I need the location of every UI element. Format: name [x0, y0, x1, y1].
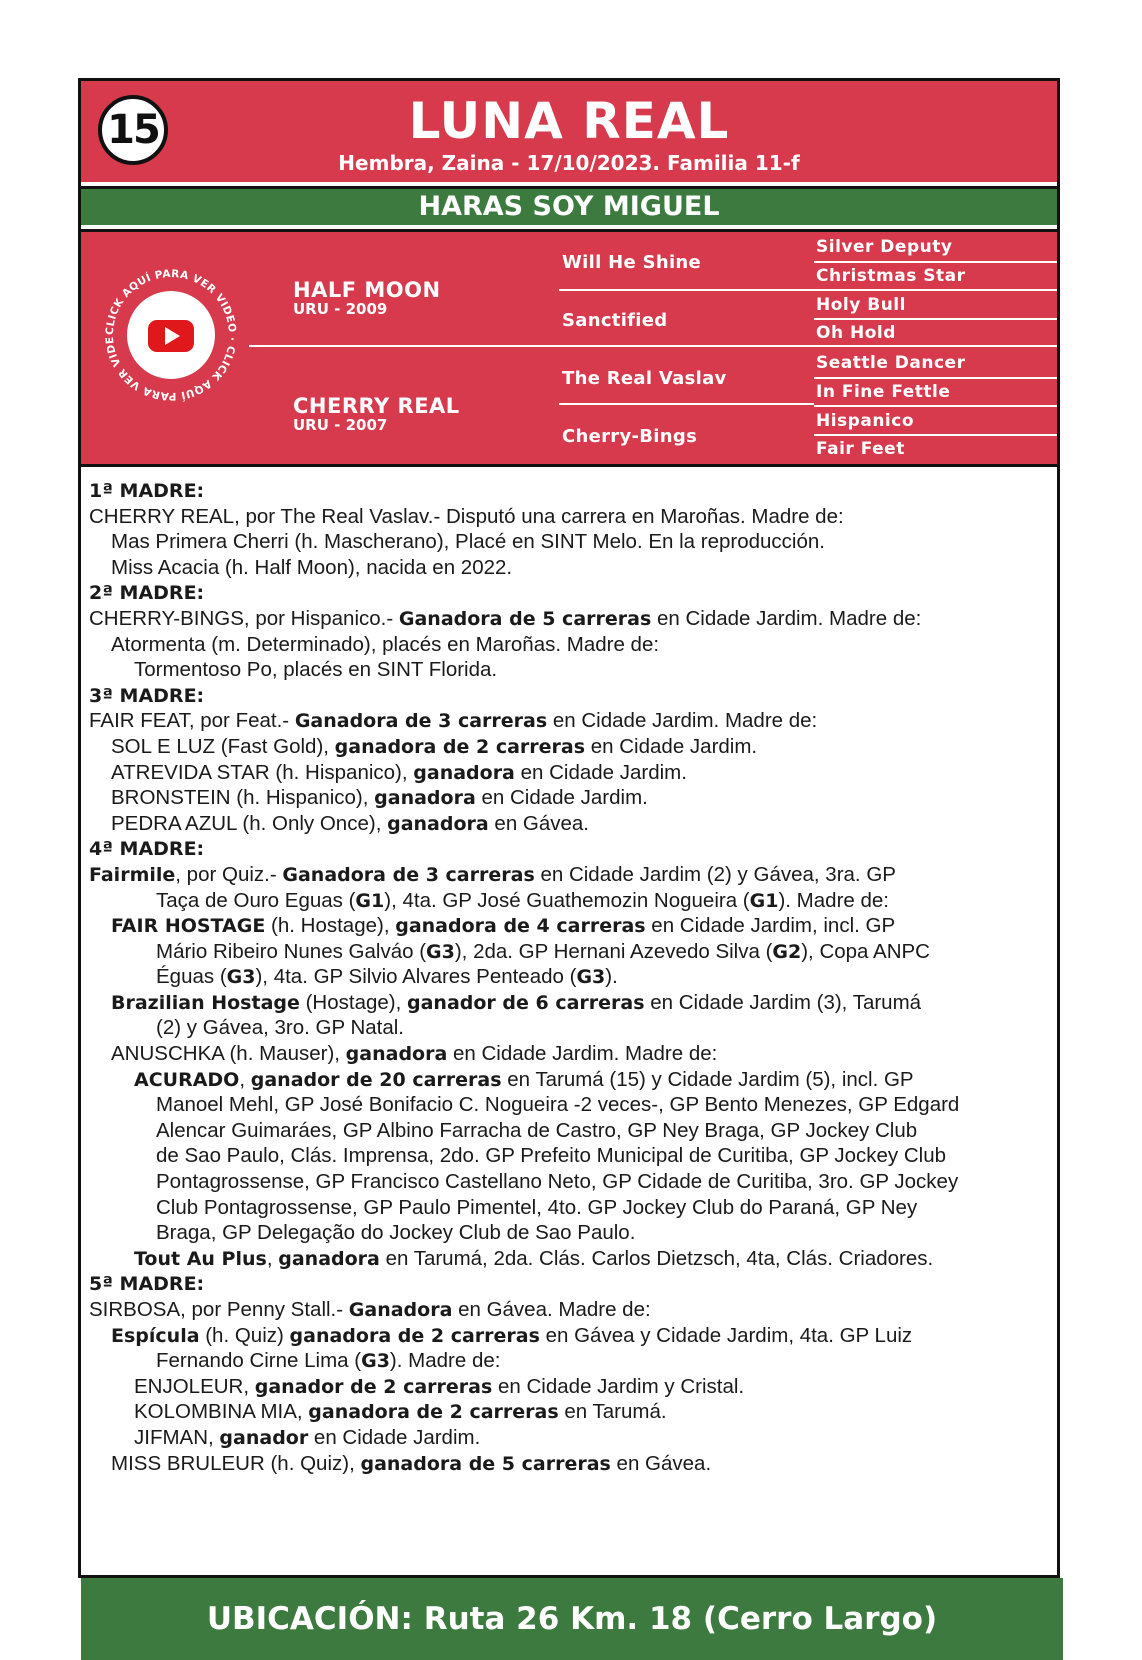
family-text-bold: 1ª MADRE:: [89, 480, 205, 502]
dam-name: CHERRY REAL: [293, 394, 460, 418]
family-text-bold: ganadora: [278, 1247, 380, 1270]
family-text: ,: [266, 1246, 279, 1270]
youtube-play-icon: [148, 320, 194, 352]
family-line: [89, 1220, 1049, 1246]
family-text-bold: ganador de 20 carreras: [250, 1068, 502, 1091]
family-text: CHERRY REAL, por The Real Vaslav.- Disputó una carrera en Maroñas. Madre de:: [89, 504, 844, 528]
family-line: [89, 683, 1049, 709]
family-line: [89, 580, 1049, 606]
family-text-bold: ganador: [219, 1426, 309, 1449]
haras-name: HARAS SOY MIGUEL: [81, 189, 1057, 225]
family-text-bold: Ganadora de 3 carreras: [282, 863, 535, 886]
family-text: (h. Hostage),: [265, 914, 396, 938]
grandparent-4: Cherry-Bings: [562, 426, 698, 447]
family-text-bold: ganadora: [345, 1043, 448, 1066]
family-line: [89, 836, 1049, 862]
lot-card: [78, 78, 1060, 1637]
family-text: ANUSCHKA (h. Mauser),: [111, 1042, 346, 1066]
family-text: BRONSTEIN (h. Hispanico),: [111, 786, 375, 810]
great-grandparent-3: Holy Bull: [816, 295, 906, 315]
grandparent-1: Will He Shine: [562, 252, 702, 273]
family-text: Miss Acacia (h. Half Moon), nacida en 2022.: [111, 555, 513, 579]
family-text: (h. Quiz): [199, 1323, 290, 1347]
family-text-bold: G3: [426, 940, 455, 963]
horse-details: Hembra, Zaina - 17/10/2023. Familia 11-f: [338, 151, 800, 175]
divider: [814, 289, 1057, 291]
family-text: ). Madre de:: [778, 888, 889, 912]
great-grandparent-4: Oh Hold: [816, 323, 896, 343]
location-footer: UBICACIÓN: Ruta 26 Km. 18 (Cerro Largo): [81, 1578, 1063, 1660]
family-text: (2) y Gávea, 3ro. GP Natal.: [156, 1016, 405, 1040]
family-line: [89, 632, 1049, 658]
family-text: en Gávea.: [610, 1451, 712, 1475]
family-text: ), 2da. GP Hernani Azevedo Silva (: [454, 939, 773, 963]
family-line: [89, 504, 1049, 530]
family-text: (Hostage),: [299, 990, 407, 1014]
dam-details: URU - 2007: [293, 416, 388, 434]
family-text: Pontagrossense, GP Francisco Castellano Neto, GP Cidade de Curitiba, 3ro. GP Jockey: [156, 1170, 959, 1194]
family-text: en Gávea.: [488, 811, 590, 835]
great-grandparent-2: Christmas Star: [816, 266, 966, 286]
family-text: Manoel Mehl, GP José Bonifacio C. Nogueira -2 veces-, GP Bento Menezes, GP Edgard: [156, 1093, 960, 1117]
divider: [814, 377, 1057, 379]
family-text: ATREVIDA STAR (h. Hispanico),: [111, 760, 414, 784]
family-text: en Cidade Jardim. Madre de:: [651, 606, 922, 630]
family-text: ENJOLEUR,: [134, 1374, 255, 1398]
family-line: [89, 1297, 1049, 1323]
family-text: , por Quiz.-: [175, 862, 283, 886]
family-line: [89, 657, 1049, 683]
divider: [559, 403, 814, 405]
family-text: en Cidade Jardim.: [585, 734, 758, 758]
family-text-bold: G1: [355, 889, 385, 912]
family-line: [89, 785, 1049, 811]
family-line: [89, 478, 1049, 504]
family-text-bold: FAIR HOSTAGE: [111, 915, 266, 938]
family-text: KOLOMBINA MIA,: [134, 1400, 309, 1424]
family-line: [89, 1015, 1049, 1041]
divider: [814, 434, 1057, 436]
family-text: Alencar Guimaráes, GP Albino Farracha de Castro, GP Ney Braga, GP Jockey Club: [156, 1118, 918, 1142]
family-line: [89, 1348, 1049, 1374]
family-text: ), 4ta. GP Silvio Alvares Penteado (: [255, 965, 577, 989]
family-text: en Gávea y Cidade Jardim, 4ta. GP Luiz: [539, 1323, 913, 1347]
family-text: JIFMAN,: [134, 1425, 220, 1449]
family-line: [89, 811, 1049, 837]
lot-header: [81, 81, 1057, 182]
family-line: [89, 1041, 1049, 1067]
divider: [559, 345, 814, 347]
family-text: MISS BRULEUR (h. Quiz),: [111, 1451, 361, 1475]
family-text: Braga, GP Delegação do Jockey Club de Sao Paulo.: [156, 1221, 636, 1245]
family-text-bold: Ganadora: [348, 1299, 453, 1321]
pedigree-table: [81, 232, 1057, 464]
family-line: [89, 888, 1049, 914]
family-text: Mas Primera Cherri (h. Mascherano), Placé en SINT Melo. En la reproducción.: [111, 530, 825, 554]
family-line: [89, 760, 1049, 786]
great-grandparent-8: Fair Feet: [816, 439, 905, 459]
family-line: [89, 529, 1049, 555]
family-text-bold: ganadora: [387, 812, 489, 835]
family-text: ,: [239, 1067, 251, 1091]
family-text-bold: ganador de 2 carreras: [254, 1375, 493, 1398]
family-line: [89, 1451, 1049, 1477]
family-text-bold: ganadora de 4 carreras: [395, 915, 646, 938]
divider: [814, 405, 1057, 407]
family-line: [89, 606, 1049, 632]
family-line: [89, 555, 1049, 581]
horse-name: LUNA REAL: [408, 92, 730, 150]
family-text-bold: ganador de 6 carreras: [407, 991, 645, 1014]
family-text-bold: 3ª MADRE:: [89, 684, 205, 707]
family-text: Tormentoso Po, placés en SINT Florida.: [134, 658, 498, 682]
sire-details: URU - 2009: [293, 300, 388, 318]
family-text: en Cidade Jardim (2) y Gávea, 3ra. GP: [534, 862, 896, 886]
divider: [814, 345, 1057, 347]
family-line: [89, 1399, 1049, 1425]
family-line: [89, 862, 1049, 888]
grandparent-2: Sanctified: [562, 310, 668, 331]
family-line: [89, 964, 1049, 990]
family-text-bold: 5ª MADRE:: [89, 1273, 205, 1296]
video-link-button[interactable]: [96, 260, 246, 410]
family-text-bold: G3: [226, 966, 256, 989]
family-text: en Tarumá.: [558, 1400, 667, 1424]
great-grandparent-6: In Fine Fettle: [816, 382, 951, 402]
grandparent-3: The Real Vaslav: [562, 368, 727, 389]
family-text: en Cidade Jardim. Madre de:: [547, 709, 818, 733]
family-line: [89, 1118, 1049, 1144]
divider: [814, 318, 1057, 320]
family-line: [89, 1092, 1049, 1118]
family-text-bold: Brazilian Hostage: [111, 991, 300, 1014]
family-text: en Cidade Jardim.: [514, 760, 687, 784]
great-grandparent-5: Seattle Dancer: [816, 353, 966, 373]
divider: [249, 345, 559, 347]
lot-number-badge: 15: [98, 95, 168, 165]
family-text-bold: G3: [576, 966, 606, 989]
family-text: en Tarumá (15) y Cidade Jardim (5), incl. GP: [501, 1067, 914, 1091]
divider: [814, 261, 1057, 263]
family-text: Éguas (: [156, 965, 227, 989]
family-text-bold: ganadora: [374, 787, 476, 810]
great-grandparent-7: Hispanico: [816, 411, 914, 431]
family-text-bold: ganadora de 2 carreras: [308, 1401, 559, 1424]
family-text-bold: 2ª MADRE:: [89, 582, 205, 605]
family-text-bold: G1: [749, 889, 779, 912]
video-ring-text: CLICK AQUÍ PARA VER VIDEO · CLICK AQUÍ PARA VER VIDE: [103, 267, 239, 403]
family-line: [89, 1425, 1049, 1451]
family-text-bold: ganadora de 2 carreras: [289, 1324, 540, 1347]
divider: [559, 289, 814, 291]
family-line: [89, 990, 1049, 1016]
family-line: [89, 1374, 1049, 1400]
family-text: SIRBOSA, por Penny Stall.-: [89, 1298, 349, 1321]
family-text: en Cidade Jardim. Madre de:: [447, 1042, 718, 1066]
maternal-family-text: [89, 478, 1049, 1476]
family-line: [89, 913, 1049, 939]
family-line: [89, 708, 1049, 734]
family-line: [89, 939, 1049, 965]
family-text: Taça de Ouro Eguas (: [156, 888, 356, 912]
family-text-bold: Tout Au Plus: [134, 1247, 267, 1270]
family-text-bold: G2: [772, 940, 802, 963]
family-line: [89, 1169, 1049, 1195]
family-text: FAIR FEAT, por Feat.-: [89, 709, 295, 733]
family-text-bold: Ganadora de 3 carreras: [294, 710, 548, 733]
great-grandparent-1: Silver Deputy: [816, 237, 953, 257]
family-text: Club Pontagrossense, GP Paulo Pimentel, 4to. GP Jockey Club do Paraná, GP Ney: [156, 1195, 918, 1219]
family-text: en Gávea. Madre de:: [452, 1298, 651, 1321]
family-line: [89, 734, 1049, 760]
family-text: CHERRY-BINGS, por Hispanico.-: [89, 606, 399, 630]
family-line: [89, 1246, 1049, 1272]
sire-name: HALF MOON: [293, 278, 441, 302]
family-text-bold: Fairmile: [89, 863, 176, 886]
family-line: [89, 1271, 1049, 1297]
family-text-bold: ACURADO: [134, 1068, 240, 1091]
family-line: [89, 1323, 1049, 1349]
family-text-bold: 4ª MADRE:: [89, 838, 205, 861]
family-text-bold: Espícula: [111, 1324, 200, 1347]
family-text-bold: Ganadora de 5 carreras: [398, 607, 652, 630]
divider: [81, 464, 1057, 467]
family-text: en Cidade Jardim, incl. GP: [645, 914, 896, 938]
family-text: en Cidade Jardim.: [475, 786, 648, 810]
family-text-bold: G3: [361, 1350, 390, 1373]
family-text: en Cidade Jardim.: [308, 1425, 481, 1449]
family-text: en Cidade Jardim y Cristal.: [492, 1374, 745, 1398]
family-text: Mário Ribeiro Nunes Galváo (: [156, 939, 427, 963]
family-text: ), 4ta. GP José Guathemozin Nogueira (: [384, 888, 750, 912]
family-text: en Cidade Jardim (3), Tarumá: [644, 990, 922, 1014]
family-line: [89, 1067, 1049, 1093]
family-text-bold: ganadora: [413, 761, 515, 784]
family-text: ).: [605, 965, 618, 989]
family-text: en Tarumá, 2da. Clás. Carlos Dietzsch, 4ta, Clás. Criadores.: [379, 1246, 934, 1270]
family-text-bold: ganadora de 5 carreras: [360, 1452, 611, 1475]
family-text: ). Madre de:: [389, 1349, 501, 1373]
family-text: Atormenta (m. Determinado), placés en Maroñas. Madre de:: [111, 632, 660, 656]
family-text: ), Copa ANPC: [801, 939, 930, 963]
family-text: Fernando Cirne Lima (: [156, 1349, 362, 1373]
family-line: [89, 1195, 1049, 1221]
family-text-bold: ganadora de 2 carreras: [334, 735, 586, 758]
family-line: [89, 1143, 1049, 1169]
family-text: SOL E LUZ (Fast Gold),: [111, 734, 335, 758]
family-text: de Sao Paulo, Clás. Imprensa, 2do. GP Prefeito Municipal de Curitiba, GP Jockey Club: [156, 1144, 947, 1168]
family-text: PEDRA AZUL (h. Only Once),: [111, 811, 388, 835]
